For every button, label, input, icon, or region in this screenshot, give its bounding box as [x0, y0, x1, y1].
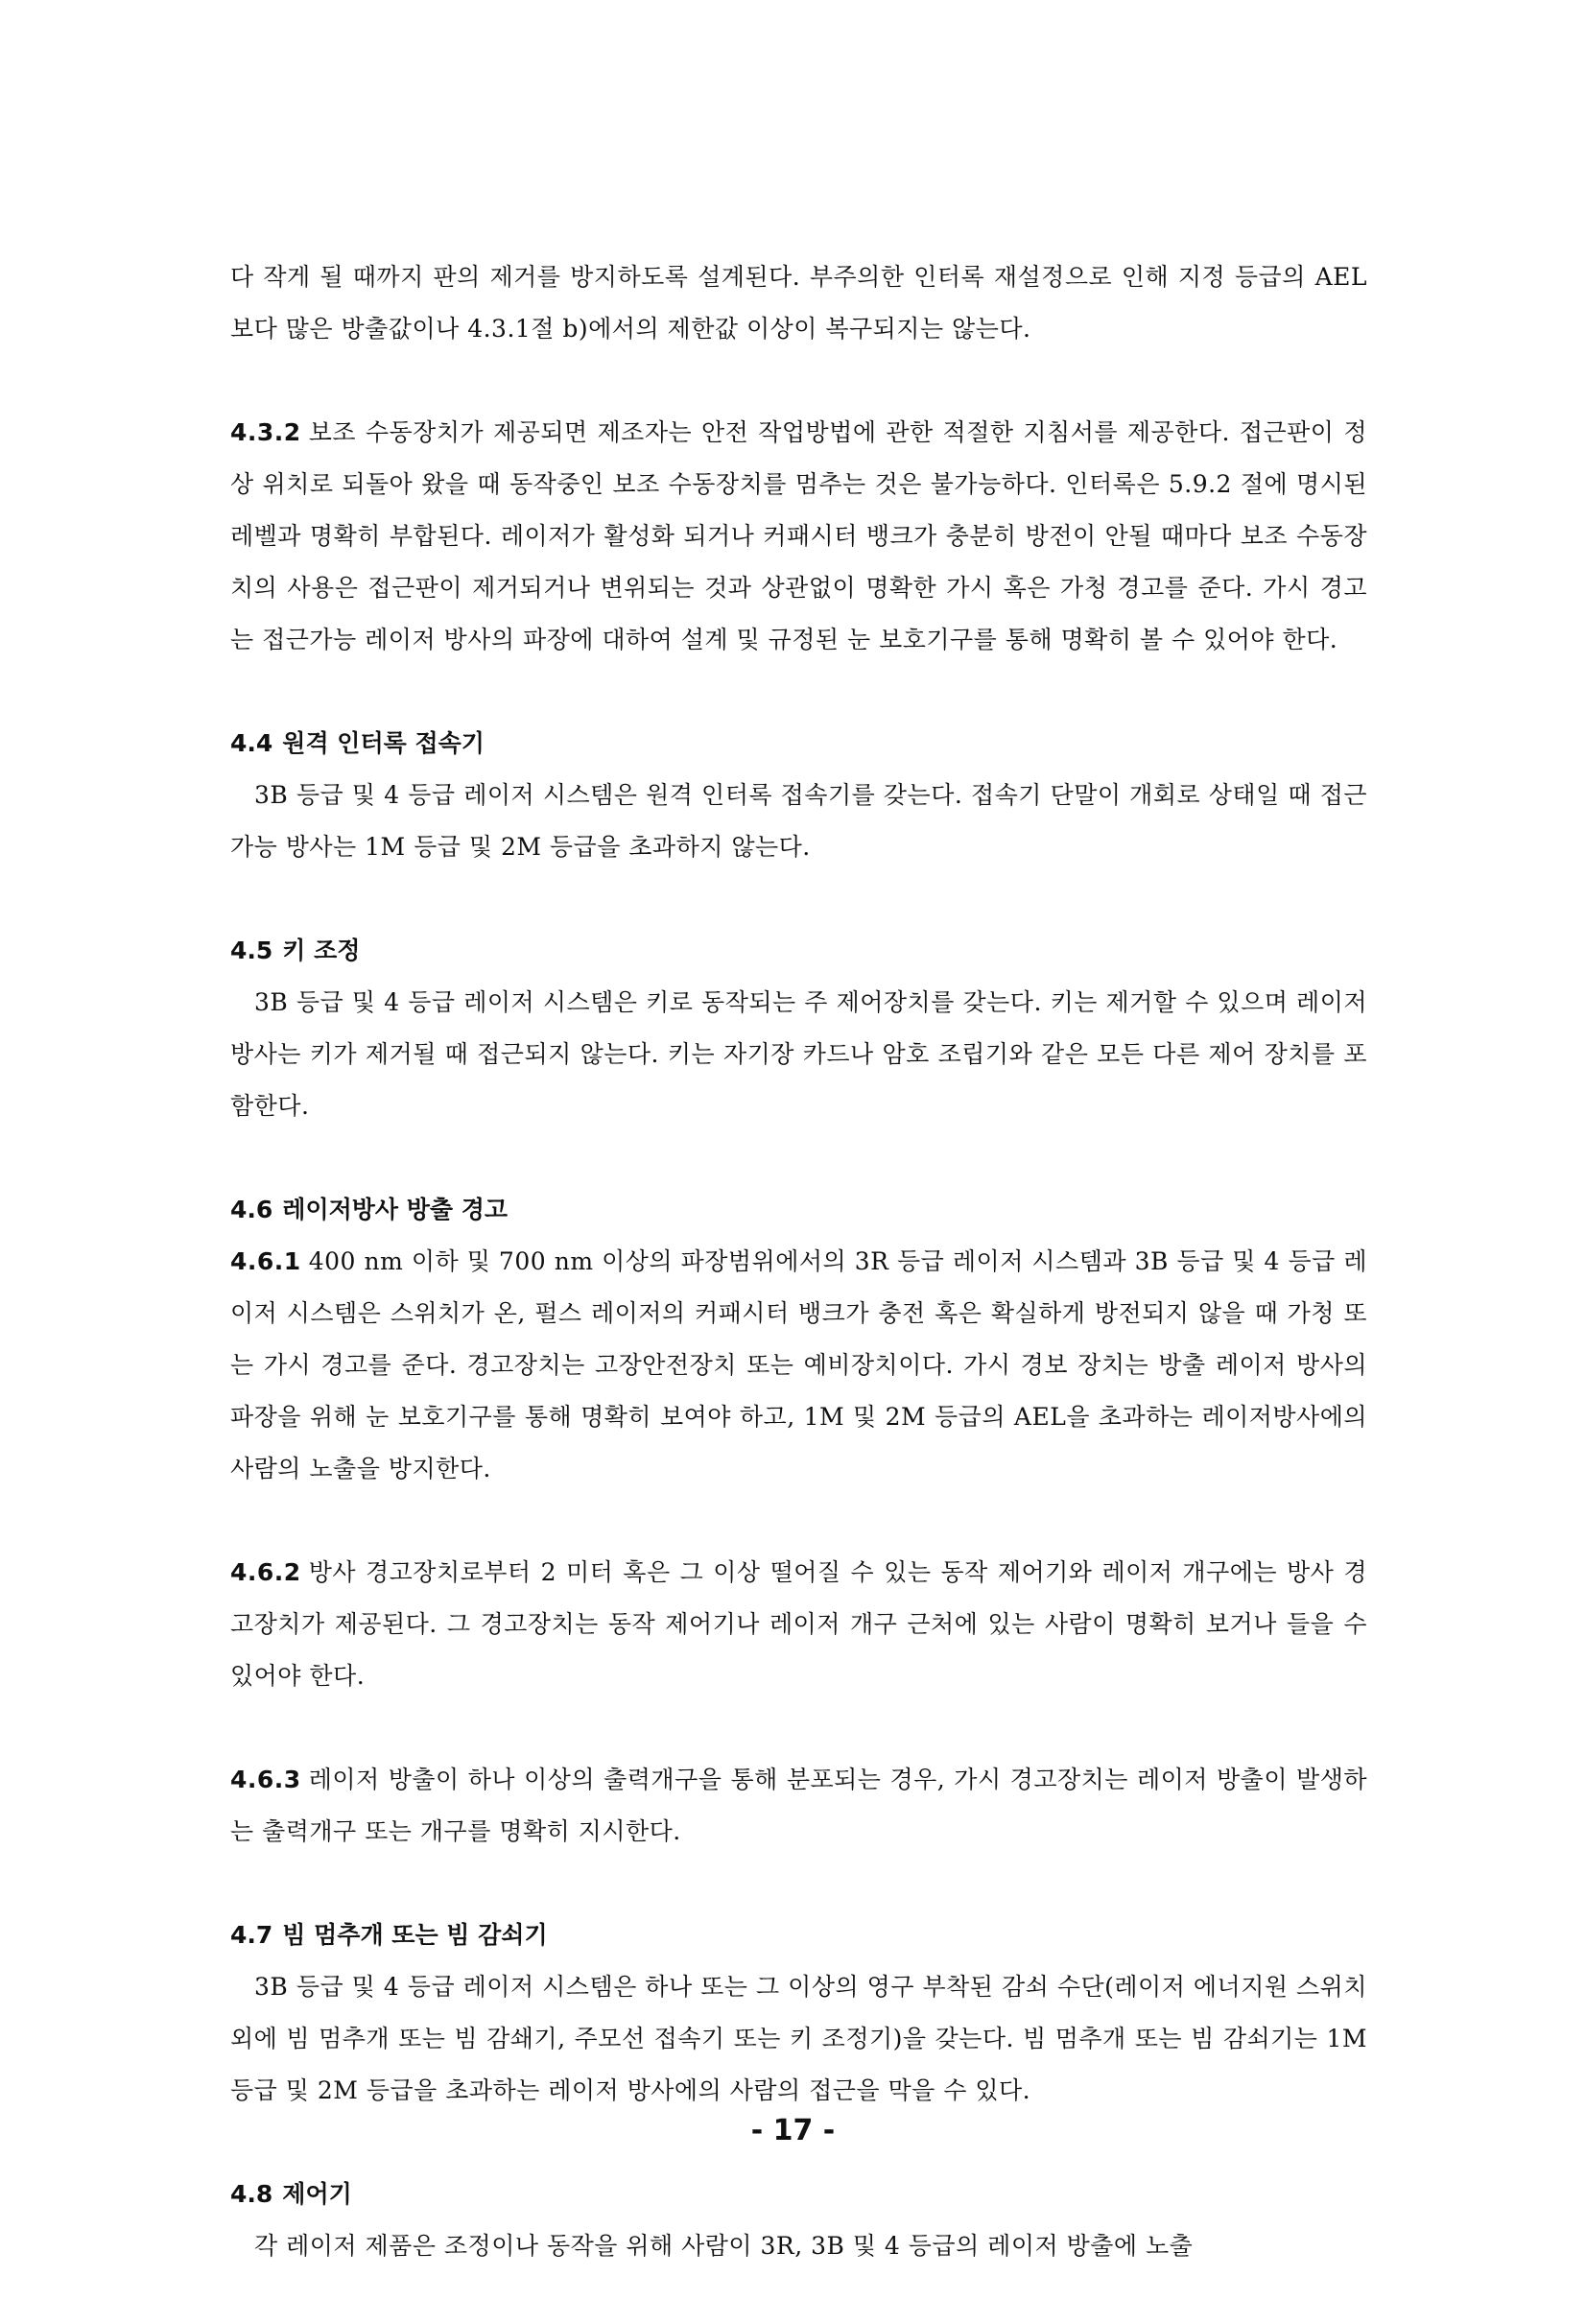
- page-body: [230, 251, 1367, 2324]
- section-number: 4.4: [230, 729, 273, 757]
- section-4-4: [230, 718, 1367, 873]
- section-title: 레이저방사 방출 경고: [282, 1196, 509, 1223]
- section-number: 4.8: [230, 2180, 273, 2208]
- section-heading: [230, 1184, 1367, 1236]
- section-text: 3B 등급 및 4 등급 레이저 시스템은 하나 또는 그 이상의 영구 부착된 감쇠 수단(레이저 에너지원 스위치외에 빔 멈추개 또는 빔 감쇄기, 주모선 접속기 또는 키 조정기)을 갖는다. 빔 멈추개 또는 빔 감쇠기는 1M 등급 및 2M 등급을 초과하는 레이저 방사에의 사람의 접근을 막을 수 있다.: [230, 1973, 1367, 2104]
- section-4-3-2: [230, 407, 1367, 666]
- section-number: 4.6.2: [230, 1558, 301, 1586]
- section-number: 4.7: [230, 1921, 273, 1949]
- section-4-6-3: [230, 1754, 1367, 1858]
- section-text: 레이저 방출이 하나 이상의 출력개구을 통해 분포되는 경우, 가시 경고장치는 레이저 방출이 발생하는 출력개구 또는 개구를 명확히 지시한다.: [230, 1766, 1367, 1845]
- section-text: 각 레이저 제품은 조정이나 동작을 위해 사람이 3R, 3B 및 4 등급의 레이저 방출에 노출: [254, 2232, 1194, 2260]
- section-4-5: [230, 925, 1367, 1132]
- intro-paragraph-block: [230, 251, 1367, 355]
- section-4-3-2-paragraph: [230, 407, 1367, 666]
- section-4-6-2: [230, 1547, 1367, 1702]
- section-heading: [230, 718, 1367, 770]
- section-number: 4.6: [230, 1196, 273, 1223]
- section-title: 원격 인터록 접속기: [282, 729, 485, 757]
- section-heading: [230, 925, 1367, 977]
- section-number: 4.6.3: [230, 1766, 301, 1793]
- section-4-6-2-paragraph: [230, 1547, 1367, 1702]
- section-text: 3B 등급 및 4 등급 레이저 시스템은 키로 동작되는 주 제어장치를 갖는다. 키는 제거할 수 있으며 레이저 방사는 키가 제거될 때 접근되지 않는다. 키는 자기장 카드나 암호 조립기와 같은 모든 다른 제어 장치를 포함한다.: [230, 988, 1367, 1120]
- section-text: 3B 등급 및 4 등급 레이저 시스템은 원격 인터록 접속기를 갖는다. 접속기 단말이 개회로 상태일 때 접근가능 방사는 1M 등급 및 2M 등급을 초과하지 않는다.: [230, 781, 1367, 861]
- section-4-6-3-paragraph: [230, 1754, 1367, 1858]
- intro-paragraph: 다 작게 될 때까지 판의 제거를 방지하도록 설계된다. 부주의한 인터록 재설정으로 인해 지정 등급의 AEL 보다 많은 방출값이나 4.3.1절 b)에서의 제한값 이상이 복구되지는 않는다.: [230, 263, 1367, 343]
- section-number: 4.5: [230, 937, 273, 964]
- section-number: 4.6.1: [230, 1247, 301, 1275]
- section-4-8: [230, 2169, 1367, 2272]
- section-heading: [230, 1909, 1367, 1961]
- section-title: 제어기: [282, 2180, 352, 2208]
- section-text: 보조 수동장치가 제공되면 제조자는 안전 작업방법에 관한 적절한 지침서를 제공한다. 접근판이 정상 위치로 되돌아 왔을 때 동작중인 보조 수동장치를 멈추는 것은 불가능하다. 인터록은 5.9.2 절에 명시된 레벨과 명확히 부합된다. 레이저가 활성화 되거나 커패시터 뱅크가 충분히 방전이 안될 때마다 보조 수동장치의 사용은 접근판이 제거되거나 변위되는 것과 상관없이 명확한 가시 혹은 가청 경고를 준다. 가시 경고는 접근가능 레이저 방사의 파장에 대하여 설계 및 규정된 눈 보호기구를 통해 명확히 볼 수 있어야 한다.: [230, 418, 1367, 653]
- section-heading: [230, 2169, 1367, 2220]
- section-text: 400 nm 이하 및 700 nm 이상의 파장범위에서의 3R 등급 레이저 시스템과 3B 등급 및 4 등급 레이저 시스템은 스위치가 온, 펄스 레이저의 커패시터 뱅크가 충전 혹은 확실하게 방전되지 않을 때 가청 또는 가시 경고를 준다. 경고장치는 고장안전장치 또는 예비장치이다. 가시 경보 장치는 방출 레이저 방사의 파장을 위해 눈 보호기구를 통해 명확히 보여야 하고, 1M 및 2M 등급의 AEL을 초과하는 레이저방사에의 사람의 노출을 방지한다.: [230, 1247, 1367, 1482]
- page-number: - 17 -: [750, 2114, 836, 2147]
- section-4-7: [230, 1909, 1367, 2117]
- section-title: 키 조정: [282, 937, 361, 964]
- section-number: 4.3.2: [230, 418, 301, 446]
- section-4-6-1-paragraph: [230, 1236, 1367, 1495]
- section-4-6: [230, 1184, 1367, 1495]
- section-text: 방사 경고장치로부터 2 미터 혹은 그 이상 떨어질 수 있는 동작 제어기와 레이저 개구에는 방사 경고장치가 제공된다. 그 경고장치는 동작 제어기나 레이저 개구 근처에 있는 사람이 명확히 보거나 들을 수 있어야 한다.: [230, 1558, 1367, 1690]
- section-title: 빔 멈추개 또는 빔 감쇠기: [282, 1921, 548, 1949]
